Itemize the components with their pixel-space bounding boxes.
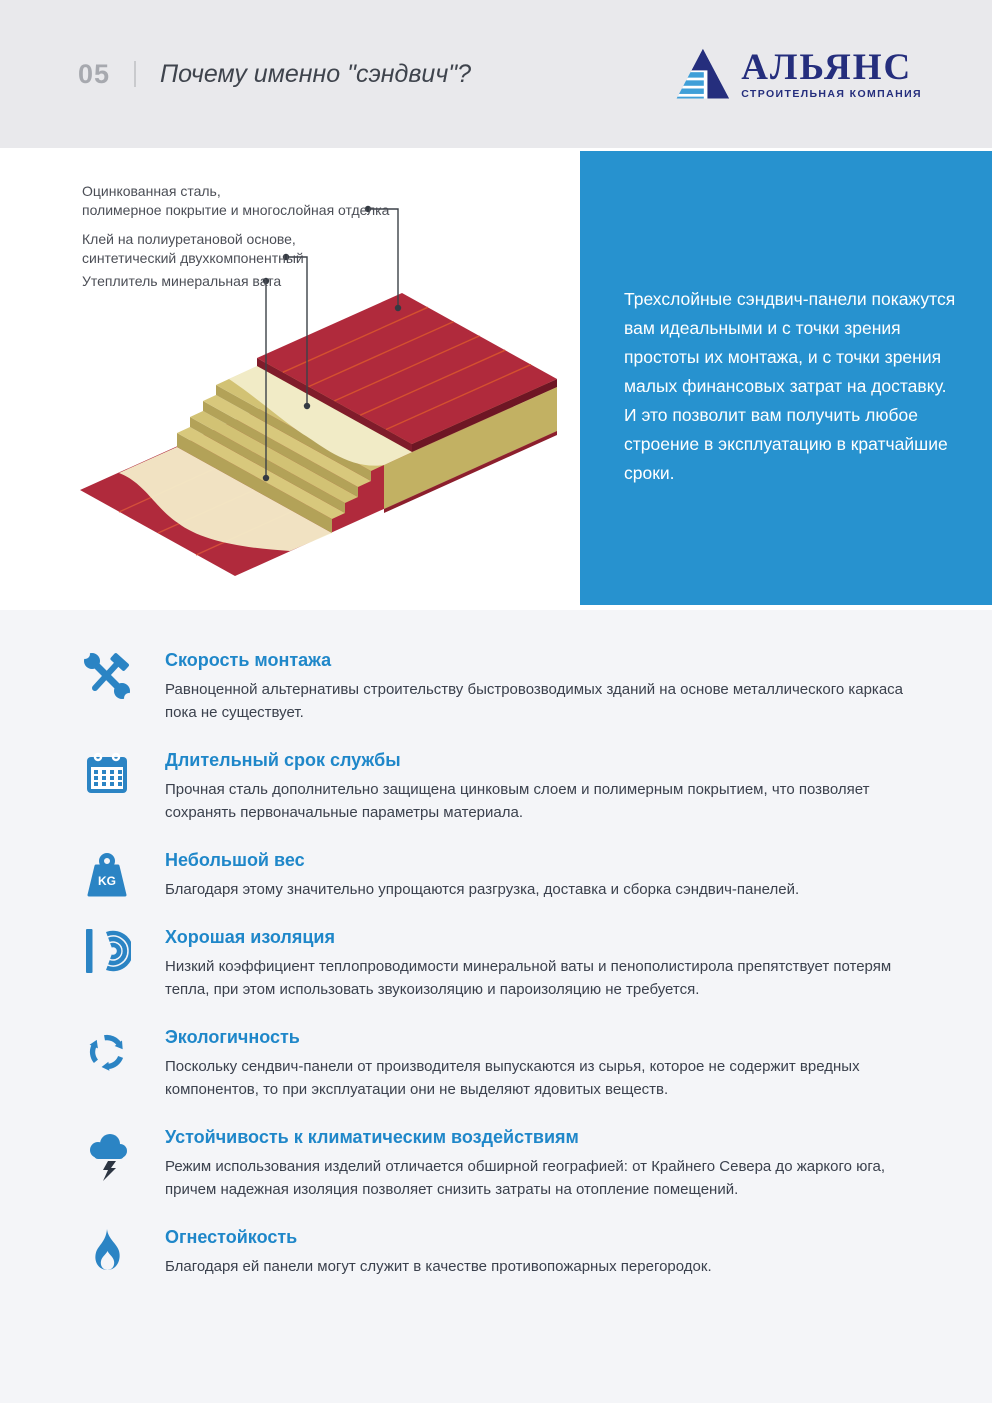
feature-eco: [80, 1027, 912, 1101]
feature-text: Низкий коэффициент теплопроводимости минеральной ваты и пенополистирола препятствует потерям тепла, при этом использовать звукоизоляцию и пароизоляцию не требуется.: [165, 958, 892, 998]
feature-title: Огнестойкость: [165, 1227, 298, 1247]
feature-title: Небольшой вес: [165, 850, 305, 870]
feature-durability: [80, 750, 912, 824]
feature-text: Режим использования изделий отличается обширной географией: от Крайнего Севера до жаркого юга, причем надежная изоляция позволяет снизить затраты на отопление помещений.: [165, 1158, 886, 1198]
intro-text: Трехслойные сэндвич-панели покажутся вам идеальными и с точки зрения простоты их монтажа, и с точки зрения малых финансовых затрат на доставку. И это позволит вам получить любое строение в эксплуатацию в кратчайшие сроки.: [624, 289, 956, 483]
feature-title: Экологичность: [165, 1027, 300, 1047]
feature-title: Устойчивость к климатическим воздействиям: [165, 1127, 579, 1147]
feature-text: Поскольку сендвич-панели от производителя выпускаются из сырья, которое не содержит вредных компонентов, то при эксплуатации они не выделяют ядовитых веществ.: [165, 1058, 860, 1098]
feature-speed: [80, 650, 912, 724]
feature-title: Длительный срок службы: [165, 750, 401, 770]
tools-icon: [80, 650, 134, 724]
main-section: [0, 148, 992, 610]
logo-name: АЛЬЯНС: [741, 46, 913, 88]
weight-icon-label: KG: [98, 874, 116, 888]
feature-title: Скорость монтажа: [165, 650, 332, 670]
page-title: Почему именно "сэндвич"?: [160, 59, 472, 88]
pyramid-logo-icon: [673, 46, 731, 102]
feature-text: Благодаря этому значительно упрощаются разгрузка, доставка и сборка сэндвич-панелей.: [165, 881, 800, 898]
feature-text: Благодаря ей панели могут служит в качестве противопожарных перегородок.: [165, 1258, 712, 1275]
feature-text: Равноценной альтернативы строительству быстровозводимых зданий на основе металлического каркаса пока не существует.: [165, 681, 904, 721]
flame-icon: [80, 1227, 134, 1278]
page-header: [0, 0, 992, 148]
label-glue-layer: Клей на полиуретановой основе, синтетический двухкомпонентный: [82, 231, 304, 266]
feature-text: Прочная сталь дополнительно защищена цинковым слоем и полимерным покрытием, что позволяет сохранять первоначальные параметры материала.: [165, 781, 870, 821]
storm-cloud-icon: [80, 1127, 134, 1201]
features-section: [0, 610, 992, 1403]
company-logo: [673, 46, 922, 102]
label-steel-layer: Оцинкованная сталь, полимерное покрытие и многослойная отделка: [82, 183, 390, 218]
feature-fire: [80, 1227, 912, 1278]
feature-weight: [80, 850, 912, 901]
feature-insulation: [80, 927, 912, 1001]
intro-callout: [580, 151, 992, 605]
recycle-icon: [80, 1027, 134, 1101]
sandwich-panel-diagram: [60, 178, 580, 608]
insulation-icon: [80, 927, 134, 1001]
header-divider: [134, 61, 136, 87]
label-insulation-layer: Утеплитель минеральная вата: [82, 273, 282, 289]
page-number: 05: [78, 58, 111, 89]
feature-climate: [80, 1127, 912, 1201]
logo-tagline: СТРОИТЕЛЬНАЯ КОМПАНИЯ: [741, 87, 922, 100]
weight-icon: [80, 850, 134, 901]
calendar-icon: [80, 750, 134, 824]
feature-title: Хорошая изоляция: [165, 927, 335, 947]
